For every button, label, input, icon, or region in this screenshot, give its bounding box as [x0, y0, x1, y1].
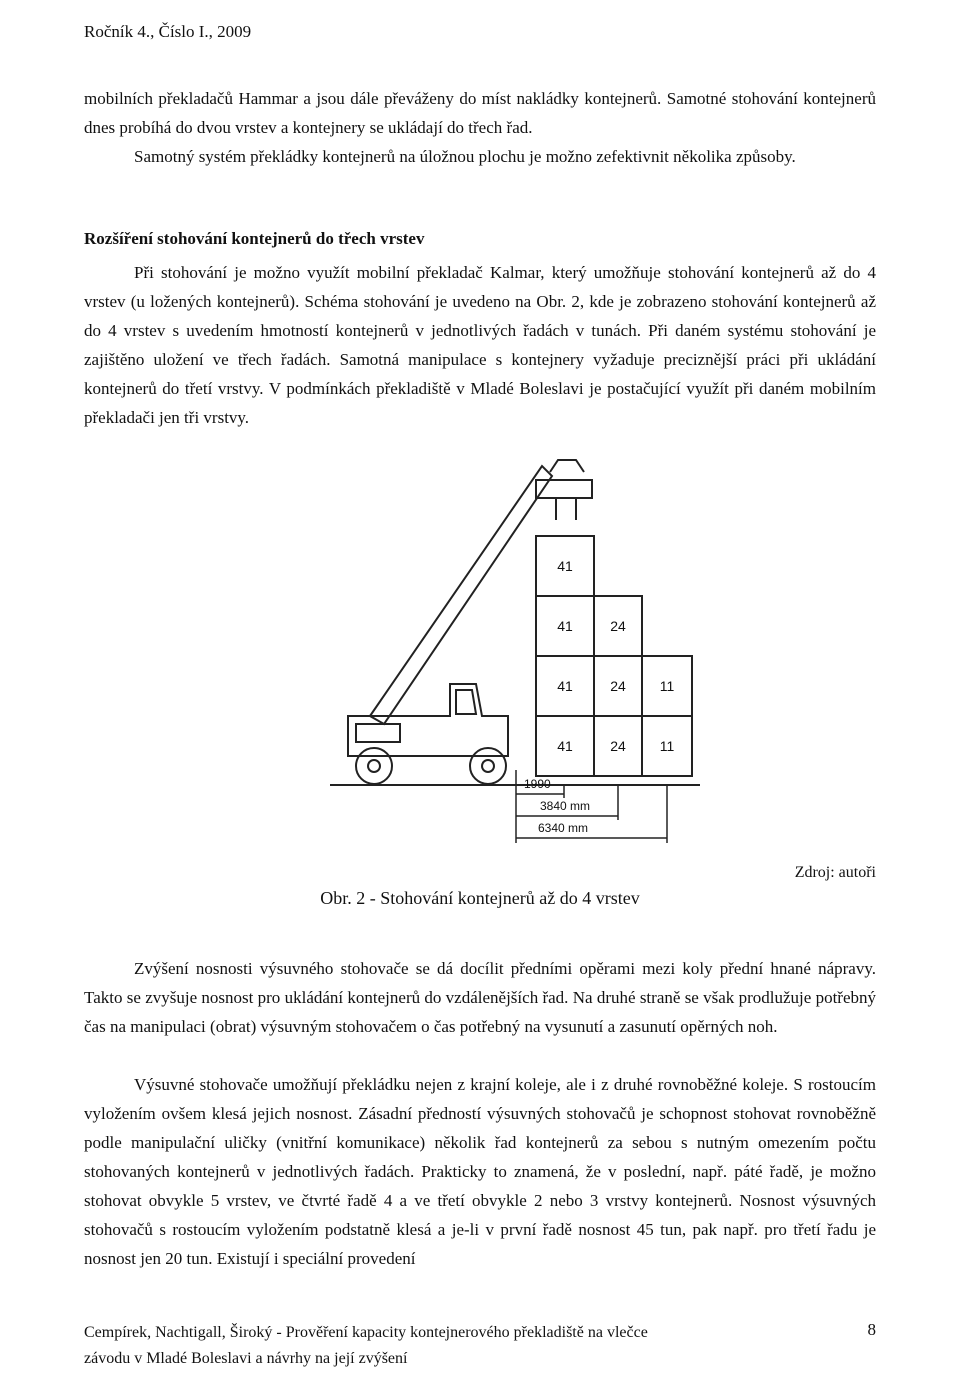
intro-paragraph-2: Samotný systém překládky kontejnerů na úložnou plochu je možno zefektivnit několika způsoby.	[134, 147, 796, 166]
boom-arm	[370, 466, 552, 724]
section-paragraph: Při stohování je možno využít mobilní překladač Kalmar, který umožňuje stohování kontejnerů až do 4 vrstev (u ložených kontejnerů). Schéma stohování je uvedeno na Obr. 2, kde je zobrazeno stohování kontejnerů až do 4 vrstev s uvedením hmotností kontejnerů v jednotlivých řadách v tunách. Při daném systému stohování je zajištěno uložení ve třech řadách. Samotná manipulace s kontejnery vyžaduje preciznější práci při ukládání kontejnerů do třetí vrstvy. V podmínkách překladiště v Mladé Boleslavi je postačující využít při daném mobilním překladači jen tři vrstvy.	[84, 263, 876, 427]
body-paragraph: Výsuvné stohovače umožňují překládku nejen z krajní koleje, ale i z druhé rovnoběžné koleje. S rostoucím vyložením ovšem klesá jejich nosnost. Zásadní předností výsuvných stohovačů je schopnost stohovat rovnoběžně podle manipulační uličky (vnitřní komunikace) několik řad kontejnerů za sebou s nutným omezením počtu stohovaných kontejnerů v jednotlivých řadách. Prakticky to znamená, že v poslední, např. páté řadě, je možno stohovat obvykle 5 vrstev, ve čtvrté řadě 4 a ve třetí obvykle 2 nebo 3 vrstvy kontejnerů. Nosnost výsuvných stohovačů s rostoucím vyložením podstatně klesá a je-li v první řadě nosnost 45 tun, pak např. pro třetí řadu je nosnost jen 20 tun. Existují i speciální provedení	[84, 1075, 876, 1268]
machine-body	[348, 684, 508, 756]
intro-paragraph: mobilních překladačů Hammar a jsou dále převáženy do míst nakládky kontejnerů. Samotné stohování kontejnerů dnes probíhá do dvou vrstev a kontejnery se ukládají do třech řad.	[84, 89, 876, 137]
stack-label: 24	[610, 618, 626, 634]
dimension-label: 3840 mm	[540, 799, 591, 813]
section-heading: Rozšíření stohování kontejnerů do třech vrstev	[84, 229, 425, 248]
stack-label: 24	[610, 678, 626, 694]
container-stacking-figure	[300, 458, 720, 848]
figure-caption: Obr. 2 - Stohování kontejnerů až do 4 vrstev	[320, 888, 640, 908]
rear-wheel	[356, 748, 392, 784]
stack-label: 41	[557, 558, 573, 574]
dimension-label: 6340 mm	[538, 821, 589, 835]
stack-label: 41	[557, 738, 573, 754]
stack-label: 24	[610, 738, 626, 754]
page-number: 8	[867, 1320, 876, 1339]
footer-line: závodu v Mladé Boleslavi a návrhy na její zvýšení	[84, 1350, 408, 1367]
footer	[84, 1320, 784, 1372]
dimension-label: 1990	[524, 777, 551, 791]
stack-label: 41	[557, 678, 573, 694]
stack-label: 41	[557, 618, 573, 634]
body-paragraph: Zvýšení nosnosti výsuvného stohovače se dá docílit předními opěrami mezi koly přední hnané nápravy. Takto se zvyšuje nosnost pro ukládání kontejnerů do vzdálenějších řad. Na druhé straně se však prodlužuje potřebný čas na manipulaci (obrat) výsuvným stohovačem o čas potřebný na vysunutí a zasunutí opěrných noh.	[84, 959, 876, 1036]
front-wheel	[470, 748, 506, 784]
figure-source: Zdroj: autoři	[794, 864, 876, 881]
stack-label: 11	[659, 738, 675, 754]
running-header: Ročník 4., Číslo I., 2009	[84, 22, 252, 41]
footer-line: Cempírek, Nachtigall, Široký - Prověření kapacity kontejnerového překladiště na vlečce	[84, 1324, 648, 1341]
stack-label: 11	[659, 678, 675, 694]
